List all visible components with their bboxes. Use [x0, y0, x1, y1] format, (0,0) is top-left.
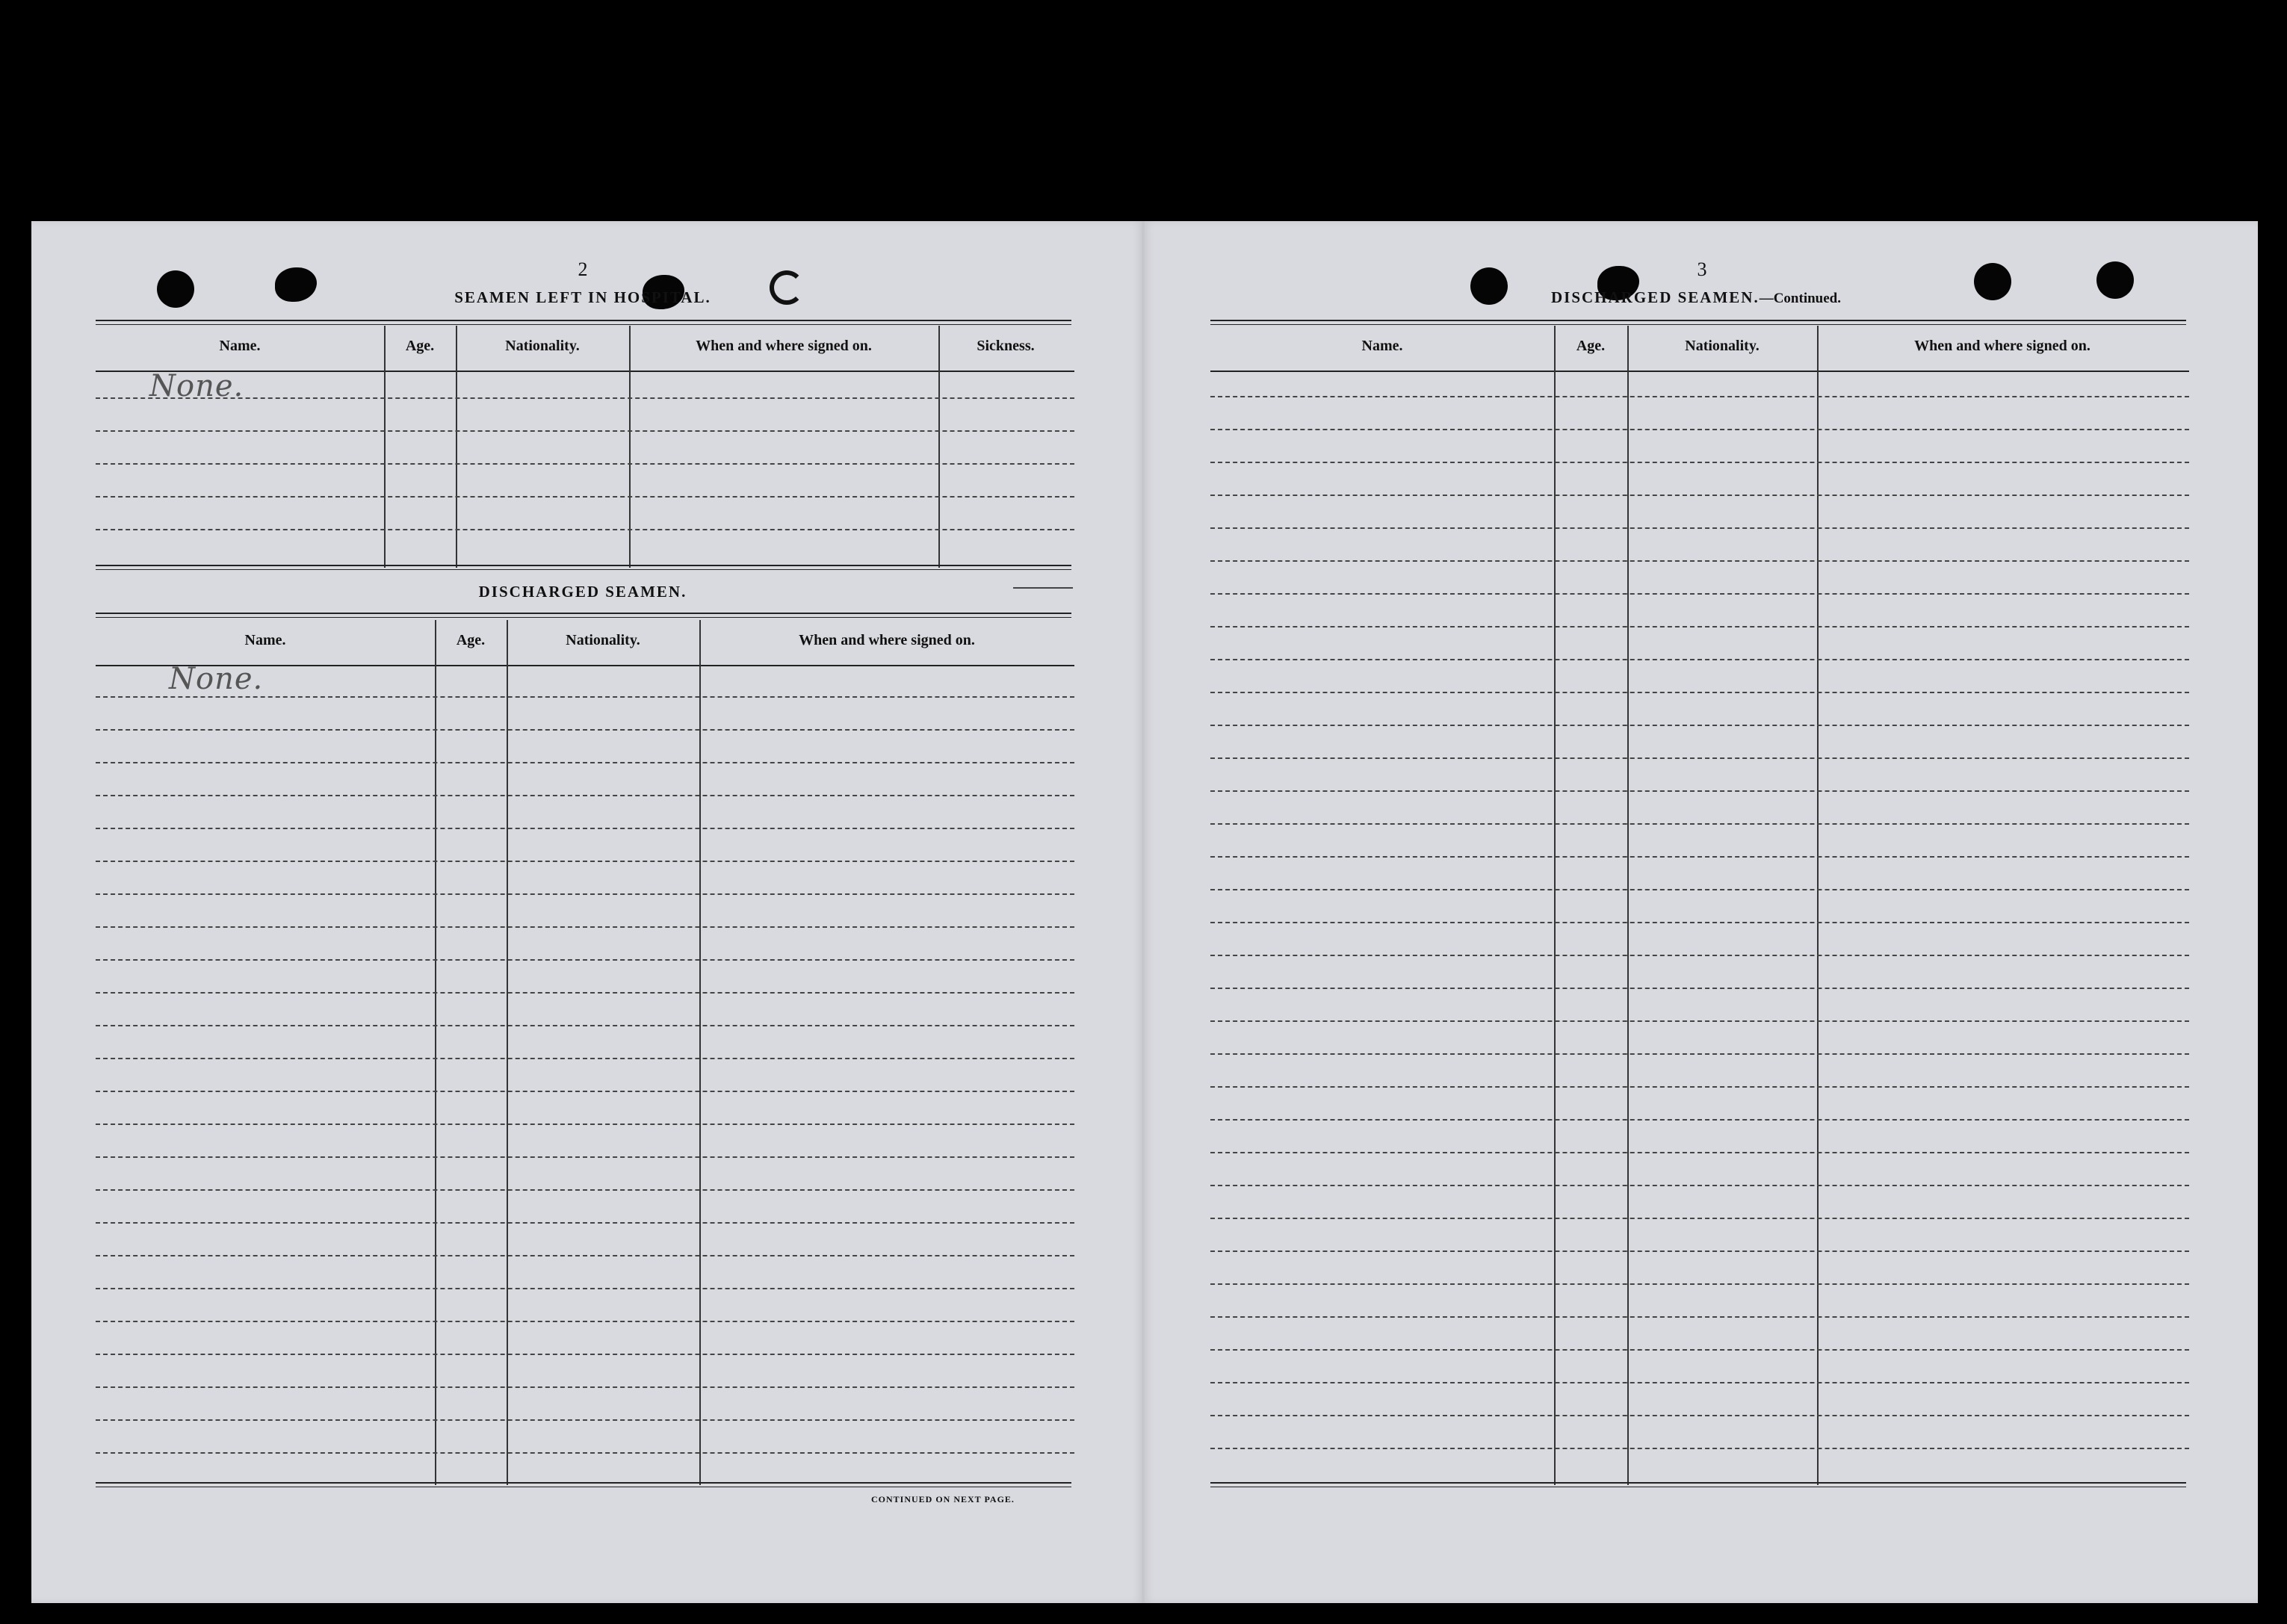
entry-row	[96, 828, 1074, 829]
entry-row	[96, 762, 1074, 763]
column-divider	[456, 326, 457, 568]
entry-row	[96, 1222, 1074, 1224]
entry-row	[96, 1189, 1074, 1191]
table-top-rule	[96, 320, 1071, 325]
col-header-nationality: Nationality.	[505, 338, 580, 354]
column-divider	[384, 326, 386, 568]
entry-row	[96, 430, 1074, 432]
entry-row	[1210, 856, 2189, 858]
title-text: DISCHARGED SEAMEN.	[1551, 288, 1760, 306]
entry-row	[1210, 495, 2189, 496]
entry-row	[96, 529, 1074, 530]
entry-row	[96, 1058, 1074, 1059]
column-divider	[938, 326, 940, 568]
entry-row	[1210, 823, 2189, 825]
entry-row	[1210, 1283, 2189, 1285]
header-rule	[1210, 371, 2189, 372]
entry-row	[1210, 692, 2189, 693]
title-suffix: —Continued.	[1759, 291, 1841, 306]
entry-row	[96, 992, 1074, 994]
column-divider	[507, 620, 508, 1485]
entry-row	[96, 1124, 1074, 1125]
col-header-age: Age.	[456, 632, 486, 648]
entry-row	[1210, 527, 2189, 529]
table-top-rule	[1210, 320, 2186, 325]
entry-row	[96, 795, 1074, 796]
left-page	[31, 221, 1143, 1603]
entry-row	[1210, 1349, 2189, 1351]
col-header-nationality: Nationality.	[566, 632, 640, 648]
entry-row	[1210, 922, 2189, 923]
entry-row	[1210, 659, 2189, 660]
table-bottom-rule	[96, 565, 1071, 570]
entry-row	[1210, 1218, 2189, 1219]
entry-row	[1210, 626, 2189, 627]
entry-row	[1210, 1086, 2189, 1088]
entry-row	[96, 893, 1074, 895]
entry-row	[96, 1091, 1074, 1092]
col-header-name: Name.	[244, 632, 286, 648]
entry-row	[96, 1452, 1074, 1454]
entry-row	[96, 1321, 1074, 1322]
punch-hole	[1974, 263, 2011, 300]
column-divider	[1817, 326, 1819, 1485]
entry-row	[1210, 1250, 2189, 1252]
entry-row	[96, 1025, 1074, 1026]
col-header-name: Name.	[219, 338, 261, 354]
table-top-rule	[96, 613, 1071, 618]
entry-row	[96, 729, 1074, 731]
entry-row	[1210, 462, 2189, 463]
entry-row	[96, 696, 1074, 698]
entry-row	[96, 1419, 1074, 1421]
entry-row	[1210, 396, 2189, 397]
handwritten-entry: None.	[169, 662, 264, 696]
col-header-name: Name.	[1361, 338, 1403, 354]
entry-row	[1210, 560, 2189, 562]
entry-row	[1210, 1152, 2189, 1153]
page-fold	[1142, 221, 1145, 1603]
page-number: 3	[1697, 258, 1707, 280]
col-header-age: Age.	[1576, 338, 1606, 354]
entry-row	[1210, 1316, 2189, 1318]
entry-row	[1210, 988, 2189, 989]
col-header-signed-on: When and where signed on.	[1914, 338, 2091, 354]
col-header-signed-on: When and where signed on.	[696, 338, 872, 354]
entry-row	[96, 1288, 1074, 1289]
entry-row	[1210, 1119, 2189, 1121]
entry-row	[1210, 429, 2189, 430]
col-header-nationality: Nationality.	[1685, 338, 1760, 354]
entry-row	[1210, 955, 2189, 956]
entry-row	[1210, 1448, 2189, 1449]
margin-mark	[1013, 587, 1073, 589]
entry-row	[96, 496, 1074, 498]
entry-row	[96, 1354, 1074, 1355]
entry-row	[96, 959, 1074, 961]
entry-row	[1210, 1382, 2189, 1383]
table-bottom-rule	[1210, 1482, 2186, 1487]
col-header-age: Age.	[405, 338, 435, 354]
entry-row	[96, 463, 1074, 465]
handwritten-entry: None.	[149, 369, 244, 403]
entry-row	[96, 861, 1074, 862]
col-header-signed-on: When and where signed on.	[799, 632, 975, 648]
entry-row	[1210, 593, 2189, 595]
entry-row	[96, 397, 1074, 399]
column-divider	[435, 620, 436, 1485]
entry-row	[1210, 1020, 2189, 1022]
discharged-continued-title	[1464, 288, 1928, 307]
col-header-sickness: Sickness.	[977, 338, 1035, 354]
entry-row	[1210, 1053, 2189, 1055]
entry-row	[1210, 790, 2189, 792]
entry-row	[1210, 889, 2189, 890]
continued-note: CONTINUED ON NEXT PAGE.	[871, 1494, 1015, 1504]
entry-row	[1210, 1185, 2189, 1186]
entry-row	[96, 1386, 1074, 1388]
page-number: 2	[578, 258, 588, 280]
column-divider	[629, 326, 631, 568]
punch-hole	[157, 270, 194, 308]
table-bottom-rule	[96, 1482, 1071, 1487]
entry-row	[1210, 725, 2189, 726]
entry-row	[96, 926, 1074, 928]
discharged-section-title: DISCHARGED SEAMEN.	[478, 583, 687, 601]
entry-row	[1210, 1415, 2189, 1416]
hospital-section-title: SEAMEN LEFT IN HOSPITAL.	[454, 288, 711, 306]
column-divider	[1554, 326, 1556, 1485]
column-divider	[699, 620, 701, 1485]
column-divider	[1627, 326, 1629, 1485]
entry-row	[96, 1156, 1074, 1158]
punch-hole	[2096, 261, 2134, 299]
entry-row	[96, 1255, 1074, 1256]
entry-row	[1210, 757, 2189, 759]
